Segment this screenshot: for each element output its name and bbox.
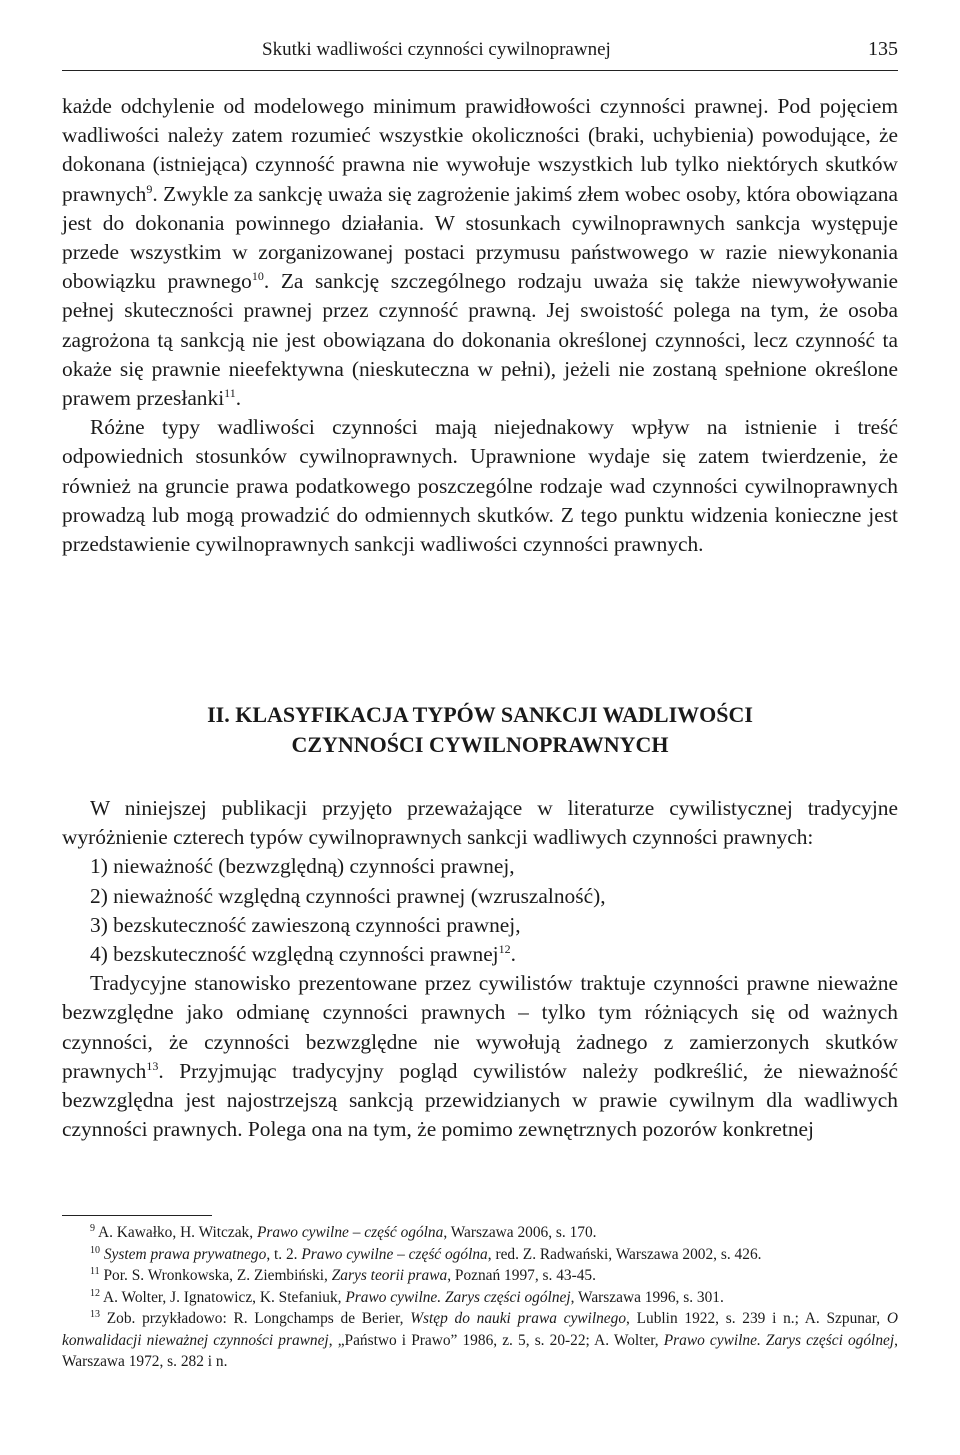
body-text-bottom	[62, 794, 898, 1144]
footnote-ref[interactable]: 12	[498, 941, 511, 956]
text-run: , Warszawa 1996, s. 301.	[570, 1288, 724, 1306]
footnote-number: 10	[90, 1244, 100, 1256]
text-run: , „Państwo i Prawo” 1986, z. 5, s. 20-22; A. Wolter,	[328, 1331, 664, 1349]
italic-title: Prawo cywilne – część ogólna	[256, 1224, 444, 1241]
running-header	[62, 38, 898, 71]
running-head-title: Skutki wadliwości czynności cywilnoprawnej	[262, 39, 611, 60]
paragraph-2	[62, 413, 898, 559]
footnote-11	[62, 1265, 898, 1287]
footnote-ref[interactable]: 10	[251, 269, 264, 284]
text-run: każde odchylenie od modelowego minimum prawidłowości czynności prawnej. Pod pojęciem wadliwości należy zatem rozumieć wszystkie okoliczności (braki, uchybienia) powodujące, że dokonana (istniejąca) czynność prawna nie wywołuje wszystkich lub tylko niektórych skutków prawnych	[62, 94, 898, 206]
list-item-1	[62, 852, 898, 881]
text-run: , Lublin 1922, s. 239 i n.; A. Szpunar,	[626, 1310, 887, 1327]
italic-title: Prawo cywilne – część ogólna	[301, 1245, 488, 1263]
text-run: .	[235, 386, 242, 411]
section-heading	[62, 700, 898, 760]
text-run: Zob. przykładowo: R. Longchamps de Berier,	[106, 1310, 411, 1327]
footnote-ref[interactable]: 11	[224, 385, 236, 400]
text-run: , Warszawa 2006, s. 170.	[443, 1224, 597, 1241]
list-item-text: 2) nieważność względną czynności prawnej (wzruszalność),	[90, 883, 606, 908]
italic-title: Wstęp do nauki prawa cywilnego	[410, 1310, 627, 1327]
text-run: , Poznań 1997, s. 43-45.	[447, 1267, 596, 1284]
section-heading-line-1: II. KLASYFIKACJA TYPÓW SANKCJI WADLIWOŚCI	[207, 702, 753, 727]
text-run: , Warszawa 1972, s. 282 i n.	[62, 1331, 898, 1370]
text-run: A. Kawałko, H. Witczak,	[98, 1224, 257, 1241]
footnote-number: 12	[90, 1287, 100, 1299]
italic-title: Prawo cywilne. Zarys części ogólnej	[663, 1331, 895, 1349]
text-run: Tradycyjne stanowisko prezentowane przez cywilistów traktuje czynności prawne nieważne bezwzględne jako odmianę czynności prawnych – tylko tym różniących się od ważnych czynności, że czynności bezwzględne nie wywołują żadnego z zamierzonych skutków prawnych	[62, 971, 898, 1083]
footnote-number: 13	[90, 1308, 100, 1320]
footnotes	[62, 1222, 898, 1373]
list-item-suffix: .	[510, 942, 516, 967]
italic-title: Zarys teorii prawa	[331, 1267, 448, 1284]
text-run: . Przyjmując tradycyjny pogląd cywilistów należy podkreślić, że nieważność bezwzględna jest najostrzejszą sankcją przewidzianych w prawie cywilnym dla wadliwych czynności prawnych. Polega ona na tym, że pomimo zewnętrznych pozorów konkretnej	[62, 1058, 898, 1142]
footnote-separator	[62, 1215, 212, 1216]
text-run: Por. S. Wronkowska, Z. Ziembiński,	[103, 1267, 332, 1284]
text-run: , red. Z. Radwański, Warszawa 2002, s. 426.	[487, 1245, 762, 1263]
footnote-number: 11	[90, 1265, 100, 1277]
italic-title: System prawa prywatnego	[103, 1245, 267, 1263]
text-run: , t. 2.	[266, 1245, 302, 1263]
footnote-13	[62, 1308, 898, 1373]
body-text-top	[62, 92, 898, 559]
list-item-text: 4) bezskuteczność względną czynności prawnej	[90, 942, 499, 967]
footnote-ref[interactable]: 9	[146, 181, 153, 196]
paragraph-3	[62, 969, 898, 1144]
text-run: . Za sankcję szczególnego rodzaju uważa się także niewywoływanie pełnej skuteczności prawnej przez czynność prawną. Jej swoistość polega na tym, że osoba zagrożona tą sankcją nie jest obowiązana do dokonania określonej czynności, lecz czynność ta okaże się prawnie nieefektywna (nieskuteczna w pełni), jeżeli nie zostaną spełnione określone prawem przesłanki	[62, 269, 899, 411]
footnote-10	[62, 1244, 898, 1266]
list-item-4	[62, 940, 898, 969]
text-run: Różne typy wadliwości czynności mają niejednakowy wpływ na istnienie i treść odpowiednich stosunków cywilnoprawnych. Uprawnione wydaje się zatem twierdzenie, że również na gruncie prawa podatkowego poszczególne rodzaje wad czynności cywilnoprawnych prowadzą lub mogą prowadzić do odmiennych skutków. Z tego punktu widzenia konieczne jest przedstawienie cywilnoprawnych sankcji wadliwości czynności prawnych.	[62, 415, 898, 557]
footnote-ref[interactable]: 13	[146, 1058, 159, 1073]
footnote-12	[62, 1287, 898, 1309]
list-item-3	[62, 911, 898, 940]
list-item-text: 3) bezskuteczność zawieszoną czynności prawnej,	[90, 912, 521, 937]
footnote-number: 9	[90, 1222, 95, 1234]
text-run: . Zwykle za sankcję uważa się zagrożenie jakimś złem wobec osoby, która obowiązana jest do dokonania powinnego działania. W stosunkach cywilnoprawnych sankcja występuje przede wszystkim w zorganizowanej postaci przymusu państwowego w razie niewykonania obowiązku prawnego	[62, 181, 898, 294]
page-number: 135	[868, 38, 898, 60]
paragraph-intro: W niniejszej publikacji przyjęto przeważające w literaturze cywilistycznej tradycyjne wyróżnienie czterech typów cywilnoprawnych sankcji wadliwych czynności prawnych:	[62, 796, 898, 850]
list-item-2	[62, 882, 898, 911]
italic-title: Prawo cywilne. Zarys części ogólnej	[345, 1288, 571, 1306]
section-heading-line-2: CZYNNOŚCI CYWILNOPRAWNYCH	[291, 732, 669, 757]
paragraph-1	[62, 92, 898, 413]
footnote-9	[62, 1222, 898, 1244]
italic-title: O konwalidacji nieważnej czynności prawnej	[62, 1310, 898, 1349]
list-item-text: 1) nieważność (bezwzględną) czynności prawnej,	[90, 854, 515, 879]
text-run: A. Wolter, J. Ignatowicz, K. Stefaniuk,	[103, 1288, 346, 1306]
